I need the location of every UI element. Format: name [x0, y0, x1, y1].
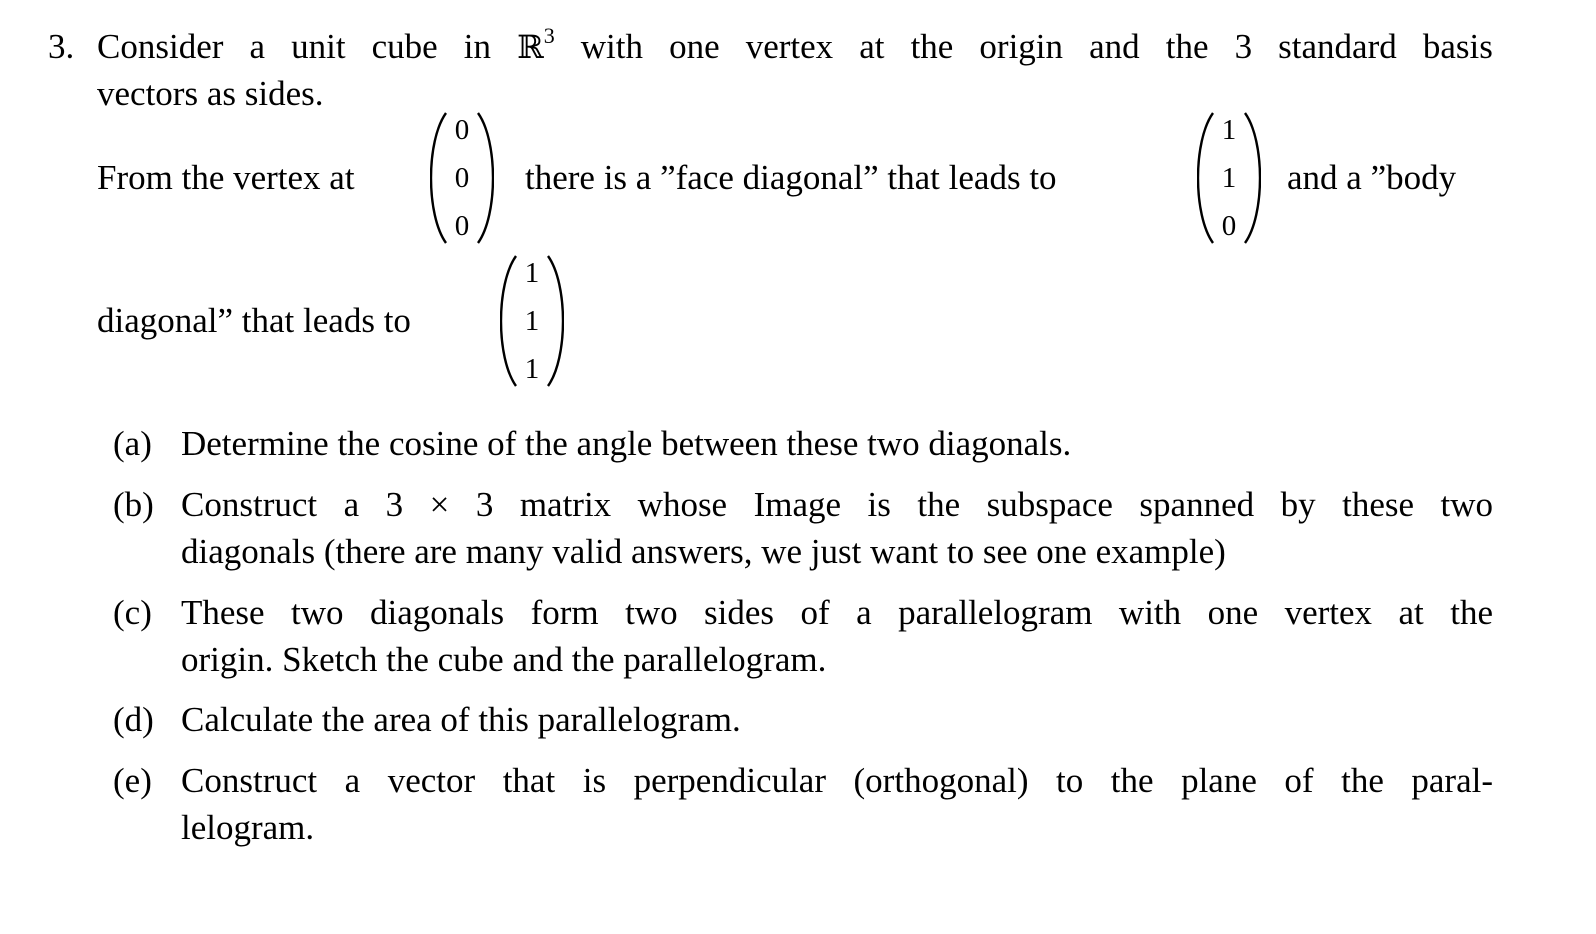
intro-word: origin	[979, 27, 1064, 66]
vector-entry: 1	[1221, 162, 1237, 194]
para-tail-text: and a ”body	[1287, 158, 1457, 197]
part-d-text: Calculate the area of this parallelogram.	[181, 700, 741, 739]
intro-word: and	[1089, 27, 1140, 66]
para-mid-text: there is a ”face diagonal” that leads to	[525, 158, 1057, 197]
part-c-label: (c)	[113, 593, 152, 632]
intro-word: at	[859, 27, 885, 66]
part-e-text-line2: lelogram.	[181, 808, 315, 847]
intro-line-2: vectors as sides.	[97, 74, 324, 113]
part-b-text-line1: Construct a 3 × 3 matrix whose Image is the subspace spanned by these two	[181, 485, 1493, 524]
part-a-label: (a)	[113, 424, 152, 463]
intro-word: cube	[371, 27, 438, 66]
vector-entry: 1	[524, 353, 540, 385]
vector-entry: 1	[1221, 114, 1237, 146]
vector-entry: 0	[1221, 210, 1237, 242]
vector-entry: 0	[454, 162, 470, 194]
intro-word: a	[249, 27, 266, 66]
part-a-text: Determine the cosine of the angle between these two diagonals.	[181, 424, 1072, 463]
vector-entry: 1	[524, 305, 540, 337]
para-lead-text: From the vertex at	[97, 158, 355, 197]
part-d-label: (d)	[113, 700, 154, 739]
part-c-text-line2: origin. Sketch the cube and the parallelogram.	[181, 640, 827, 679]
intro-word: the	[1165, 27, 1209, 66]
part-b-label: (b)	[113, 485, 154, 524]
vector-entry: 0	[454, 114, 470, 146]
part-e-label: (e)	[113, 761, 152, 800]
intro-word: Consider	[97, 27, 224, 66]
intro-word: with	[580, 27, 643, 66]
intro-line-1	[97, 23, 1493, 67]
part-e-text-line1: Construct a vector that is perpendicular (orthogonal) to the plane of the paral-	[181, 761, 1493, 800]
part-b-text-line2: diagonals (there are many valid answers, we just want to see one example)	[181, 532, 1226, 571]
intro-word: one	[669, 27, 720, 66]
vector-face-diagonal	[1197, 111, 1261, 245]
r3-symbol: ℝ	[517, 28, 544, 66]
para-line2-text: diagonal” that leads to	[97, 301, 411, 340]
intro-word: vertex	[745, 27, 834, 66]
intro-word: the	[910, 27, 954, 66]
part-c-text-line1: These two diagonals form two sides of a parallelogram with one vertex at the	[181, 593, 1493, 632]
intro-word: basis	[1422, 27, 1493, 66]
problem-number: 3.	[48, 27, 75, 66]
intro-word: unit	[291, 27, 346, 66]
intro-word-r3	[517, 23, 555, 67]
intro-word: standard	[1278, 27, 1397, 66]
r3-exponent: 3	[543, 23, 555, 48]
intro-word: 3	[1234, 27, 1253, 66]
vector-entry: 1	[524, 257, 540, 289]
vector-origin	[430, 111, 494, 245]
vector-body-diagonal	[500, 254, 564, 388]
vector-entry: 0	[454, 210, 470, 242]
intro-word: in	[463, 27, 492, 66]
